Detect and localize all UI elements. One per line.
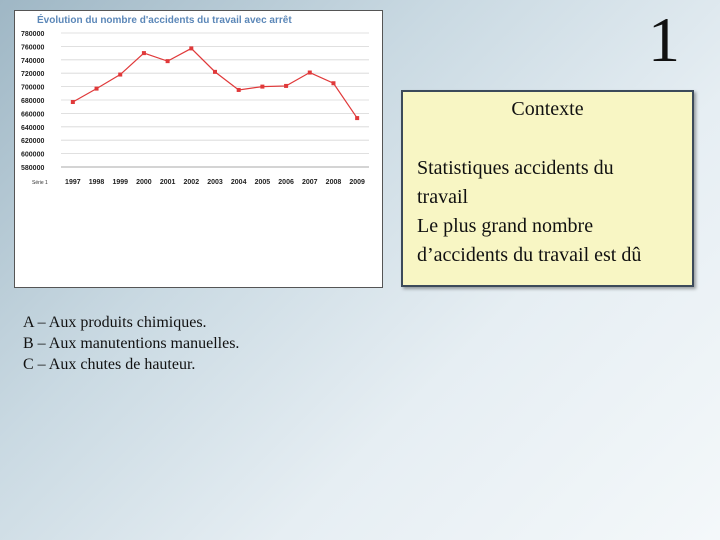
data-point bbox=[237, 88, 241, 92]
x-tick-label: 2005 bbox=[254, 179, 271, 186]
data-point bbox=[71, 100, 75, 104]
x-tick-label: 2008 bbox=[325, 179, 342, 186]
chart-panel bbox=[14, 10, 383, 288]
data-point bbox=[308, 71, 312, 75]
answer-option-c[interactable]: C – Aux chutes de hauteur. bbox=[23, 356, 196, 373]
answer-option-a[interactable]: A – Aux produits chimiques. bbox=[23, 314, 207, 331]
y-tick-label: 600000 bbox=[21, 151, 45, 159]
y-tick-label: 760000 bbox=[21, 44, 45, 52]
x-tick-label: 1997 bbox=[65, 179, 81, 186]
answer-option-b[interactable]: B – Aux manutentions manuelles. bbox=[23, 335, 240, 352]
data-point bbox=[166, 59, 170, 63]
data-point bbox=[95, 87, 99, 91]
x-tick-label: 2006 bbox=[278, 179, 294, 186]
x-tick-label: 2001 bbox=[159, 179, 176, 186]
data-point bbox=[189, 46, 193, 50]
x-tick-label: 2003 bbox=[207, 179, 223, 186]
context-panel bbox=[401, 90, 694, 287]
x-tick-label: 2000 bbox=[136, 179, 152, 186]
y-tick-label: 640000 bbox=[21, 124, 45, 132]
context-line: Statistiques accidents du bbox=[417, 157, 614, 179]
series-line bbox=[73, 48, 357, 118]
context-body bbox=[417, 154, 693, 270]
x-tick-label: 2009 bbox=[349, 179, 365, 186]
data-point bbox=[355, 116, 359, 120]
y-tick-label: 700000 bbox=[21, 84, 45, 92]
data-point bbox=[331, 81, 335, 85]
y-tick-label: 580000 bbox=[21, 165, 45, 172]
y-tick-label: 620000 bbox=[21, 138, 45, 146]
y-tick-label: 680000 bbox=[21, 98, 45, 105]
x-tick-label: 2004 bbox=[230, 179, 247, 186]
y-tick-label: 660000 bbox=[21, 111, 45, 119]
context-line: travail bbox=[417, 186, 469, 208]
y-tick-label: 740000 bbox=[21, 57, 45, 65]
x-tick-label: 1999 bbox=[112, 179, 129, 186]
context-line: d’accidents du travail est dû bbox=[417, 244, 642, 266]
data-point bbox=[260, 85, 264, 89]
x-tick-label: 1998 bbox=[88, 179, 105, 186]
answer-options bbox=[23, 312, 239, 375]
x-tick-label: 2002 bbox=[183, 179, 200, 186]
data-point bbox=[118, 73, 122, 77]
context-line: Le plus grand nombre bbox=[417, 215, 594, 237]
y-tick-label: 780000 bbox=[21, 31, 45, 38]
data-point bbox=[284, 84, 288, 88]
slide-number: 1 bbox=[648, 4, 680, 75]
legend-label: Série 1 bbox=[32, 180, 48, 186]
accidents-line-chart bbox=[15, 11, 384, 289]
data-point bbox=[142, 51, 146, 55]
y-tick-label: 720000 bbox=[21, 71, 45, 79]
chart-title: Évolution du nombre d'accidents du travail avec arrêt bbox=[37, 15, 292, 26]
x-tick-label: 2007 bbox=[301, 179, 318, 186]
data-point bbox=[213, 70, 217, 74]
context-title: Contexte bbox=[511, 98, 584, 120]
